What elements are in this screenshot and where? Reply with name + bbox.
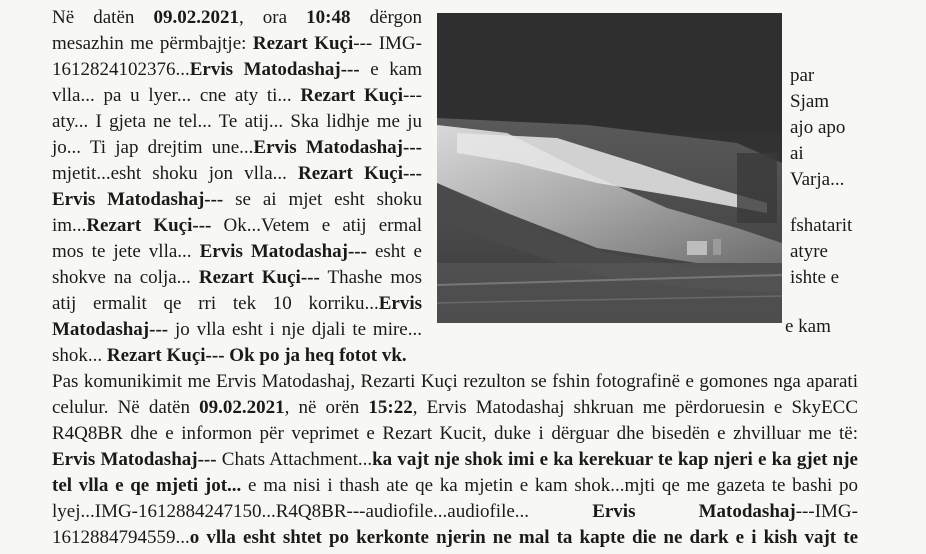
full-line	[52, 473, 858, 499]
text-run: , në orën	[284, 397, 369, 418]
text-run: 1612884794559...	[52, 527, 190, 548]
left-line	[52, 57, 422, 83]
text-run: Në datën	[52, 7, 154, 28]
bold-run: 09.02.2021	[199, 397, 285, 418]
bold-run: Rezart Kuçi---	[86, 215, 212, 236]
bold-run: Rezart Kuçi--- Ok po ja heq fotot vk.	[106, 345, 407, 366]
bold-run: 15:22	[368, 397, 413, 418]
right-fragment: e kam	[785, 316, 831, 337]
text-run: shok...	[52, 345, 107, 366]
text-run: Pas komunikimit me Ervis Matodashaj, Rezarti Kuçi rezulton se fshin fotografinë e gomones nga aparati	[52, 371, 858, 392]
text-run: ---IMG-	[795, 501, 858, 522]
full-line	[52, 447, 858, 473]
text-run: dërgon	[350, 7, 422, 28]
text-run: mesazhin me përmbajtje:	[52, 33, 253, 54]
bold-run: Ervis Matodashaj	[592, 501, 796, 522]
boat-photo	[437, 13, 782, 323]
bold-run: ka vajt nje shok imi e ka kerekuar te kap njeri e ka gjet nje	[372, 449, 858, 470]
text-run: , Ervis Matodashaj shkruan me përdoruesin e SkyECC	[412, 397, 858, 418]
bold-run: Ervis Matodashaj---	[253, 137, 422, 158]
right-fragment: Varja...	[790, 169, 845, 190]
text-run: Chats Attachment...	[216, 449, 373, 470]
left-line	[52, 135, 422, 161]
right-fragment: ishte e	[790, 267, 840, 288]
bold-run: Ervis	[378, 293, 422, 314]
left-line	[52, 265, 422, 291]
bold-run: Ervis Matodashaj---	[189, 59, 360, 80]
left-line	[52, 343, 422, 369]
left-line	[52, 109, 422, 135]
left-line	[52, 161, 422, 187]
bold-run: Rezart Kuçi	[300, 85, 404, 106]
text-run: R4Q8BR dhe e informon për veprimet e Rezart Kucit, duke i dërguar dhe bisedën e zhvilluar me të:	[52, 423, 858, 444]
bold-run: Rezart Kuçi---	[198, 267, 320, 288]
left-line	[52, 83, 422, 109]
text-run: shokve na colja...	[52, 267, 199, 288]
bold-run: 10:48	[306, 7, 351, 28]
text-run: se ai mjet esht shoku	[223, 189, 422, 210]
right-fragment: ajo apo	[790, 117, 846, 138]
text-run: aty... I gjeta ne tel... Te atij... Ska lidhje me ju	[52, 111, 422, 132]
bold-run: Rezart Kuçi---	[298, 163, 422, 184]
text-run: im...	[52, 215, 87, 236]
text-run: e ma nisi i thash ate qe ka mjetin e kam shok...mjti qe me gazeta te bashi po	[241, 475, 858, 496]
right-fragment: ai	[790, 143, 804, 164]
left-line	[52, 239, 422, 265]
left-line	[52, 5, 422, 31]
text-run: Ok...Vetem e atij ermal	[211, 215, 423, 236]
text-run: vlla... pa u lyer... cne aty ti...	[52, 85, 301, 106]
text-run: atij ermalit qe rri tek 10 korriku...	[52, 293, 379, 314]
left-line	[52, 291, 422, 317]
full-line	[52, 525, 858, 551]
bold-run: Matodashaj---	[52, 319, 169, 340]
full-line	[52, 369, 858, 395]
full-line	[52, 499, 858, 525]
bold-run: Ervis Matodashaj---	[199, 241, 367, 262]
text-run: Thashe mos	[319, 267, 422, 288]
text-run: mjetit...esht shoku jon vlla...	[52, 163, 298, 184]
text-run: lyej...IMG-1612884247150...R4Q8BR---audiofile...audiofile...	[52, 501, 593, 522]
text-run: jo vlla esht i nje djali te mire...	[168, 319, 422, 340]
left-line	[52, 317, 422, 343]
text-run: ---	[403, 85, 422, 106]
full-line	[52, 395, 858, 421]
text-run: --- IMG-	[353, 33, 422, 54]
text-run: 1612824102376...	[52, 59, 190, 80]
text-run: , ora	[238, 7, 307, 28]
left-line	[52, 213, 422, 239]
bold-run: Rezart Kuçi	[252, 33, 354, 54]
text-run: esht e	[366, 241, 422, 262]
right-fragment: Sjam	[790, 91, 830, 112]
bold-run: 09.02.2021	[153, 7, 239, 28]
right-fragment: par	[790, 65, 815, 86]
full-line	[52, 421, 858, 447]
bold-run: Ervis Matodashaj---	[52, 189, 224, 210]
text-run: celulur. Në datën	[52, 397, 200, 418]
text-run: e kam	[359, 59, 422, 80]
text-run: jo... Ti jap drejtim une...	[52, 137, 254, 158]
left-line	[52, 187, 422, 213]
bold-run: tel vlla e qe mjeti jot...	[52, 475, 242, 496]
left-line	[52, 31, 422, 57]
text-run: mos te jete vlla...	[52, 241, 200, 262]
right-fragment: fshatarit	[790, 215, 853, 236]
bold-run: Ervis Matodashaj---	[52, 449, 217, 470]
bold-run: o vlla esht shtet po kerkonte njerin ne mal ta kapte die ne dark e i kish vajt te	[189, 527, 858, 548]
right-fragment: atyre	[790, 241, 828, 262]
